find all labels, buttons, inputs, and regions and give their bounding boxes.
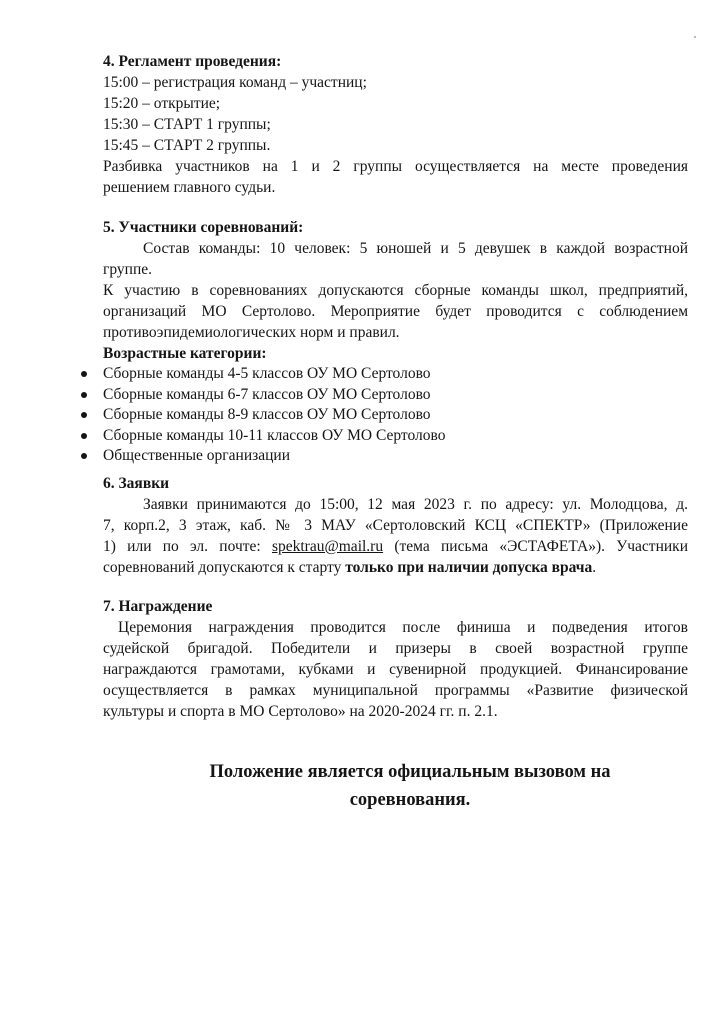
paragraph-line: Церемония награждения проводится после финиша и подведения итогов bbox=[118, 619, 688, 636]
section-reglament bbox=[103, 51, 688, 198]
list-item: Сборные команды 6-7 классов ОУ МО Сертолово bbox=[103, 385, 688, 406]
schedule-item: 15:45 – СТАРТ 2 группы. bbox=[103, 137, 271, 154]
list-item: Сборные команды 8-9 классов ОУ МО Сертолово bbox=[103, 405, 688, 426]
bullet-icon bbox=[81, 371, 87, 377]
list-item: Общественные организации bbox=[103, 446, 688, 467]
paragraph-line: 1) или по эл. почте: spektrau@mail.ru (тема письма «ЭСТАФЕТА»). Участники bbox=[103, 538, 688, 555]
section-heading: 6. Заявки bbox=[103, 475, 170, 492]
paragraph-line: награждаются грамотами, кубками и сувенирной продукцией. Финансирование bbox=[103, 661, 688, 678]
doctor-admission-note: только при наличии допуска врача bbox=[345, 559, 593, 576]
categories-heading: Возрастные категории: bbox=[103, 345, 267, 362]
paragraph-line: Заявки принимаются до 15:00, 12 мая 2023 г. по адресу: ул. Молодцова, д. bbox=[143, 496, 688, 513]
list-item: Сборные команды 4-5 классов ОУ МО Сертолово bbox=[103, 364, 688, 385]
schedule-item: 15:20 – открытие; bbox=[103, 95, 221, 112]
closing-line: Положение является официальным вызовом на bbox=[209, 762, 611, 782]
bullet-icon bbox=[81, 392, 87, 398]
paragraph-line: Состав команды: 10 человек: 5 юношей и 5 девушек в каждой возрастной bbox=[143, 240, 688, 257]
paragraph-line: соревнований допускаются к старту только при наличии допуска врача. bbox=[103, 559, 597, 576]
paragraph-line: К участию в соревнованиях допускаются сборные команды школ, предприятий, bbox=[103, 282, 688, 299]
paragraph-line: противоэпидемиологических норм и правил. bbox=[103, 324, 400, 341]
section-participants bbox=[103, 217, 688, 467]
paragraph-line: 7, корп.2, 3 этаж, каб. № 3 МАУ «Сертоловский КСЦ «СПЕКТР» (Приложение bbox=[103, 517, 688, 534]
paragraph-line: культуры и спорта в МО Сертолово» на 2020-2024 гг. п. 2.1. bbox=[103, 703, 498, 720]
bullet-icon bbox=[81, 453, 87, 459]
schedule-item: 15:30 – СТАРТ 1 группы; bbox=[103, 116, 271, 133]
paragraph-line: осуществляется в рамках муниципальной программы «Развитие физической bbox=[103, 682, 688, 699]
closing-line: соревнования. bbox=[349, 790, 471, 810]
bullet-icon bbox=[81, 412, 87, 418]
scan-dot bbox=[694, 36, 696, 38]
section-heading: 4. Регламент проведения: bbox=[103, 53, 282, 70]
section-heading: 7. Награждение bbox=[103, 598, 213, 615]
section-applications bbox=[103, 473, 688, 578]
section-heading: 5. Участники соревнований: bbox=[103, 219, 304, 236]
schedule-item: 15:00 – регистрация команд – участниц; bbox=[103, 74, 367, 91]
paragraph-line: организаций МО Сертолово. Мероприятие будет проводится с соблюдением bbox=[103, 303, 688, 320]
closing-statement bbox=[140, 758, 680, 814]
section-awards bbox=[103, 596, 688, 722]
paragraph-line: Разбивка участников на 1 и 2 группы осуществляется на месте проведения bbox=[103, 158, 688, 175]
list-item: Сборные команды 10-11 классов ОУ МО Сертолово bbox=[103, 426, 688, 447]
categories-list bbox=[103, 364, 688, 467]
paragraph-line: группе. bbox=[103, 261, 152, 278]
paragraph-line: решением главного судьи. bbox=[103, 179, 276, 196]
email-link[interactable]: spektrau@mail.ru bbox=[271, 538, 384, 555]
paragraph-line: судейской бригадой. Победители и призеры в своей возрастной группе bbox=[103, 640, 688, 657]
bullet-icon bbox=[81, 433, 87, 439]
